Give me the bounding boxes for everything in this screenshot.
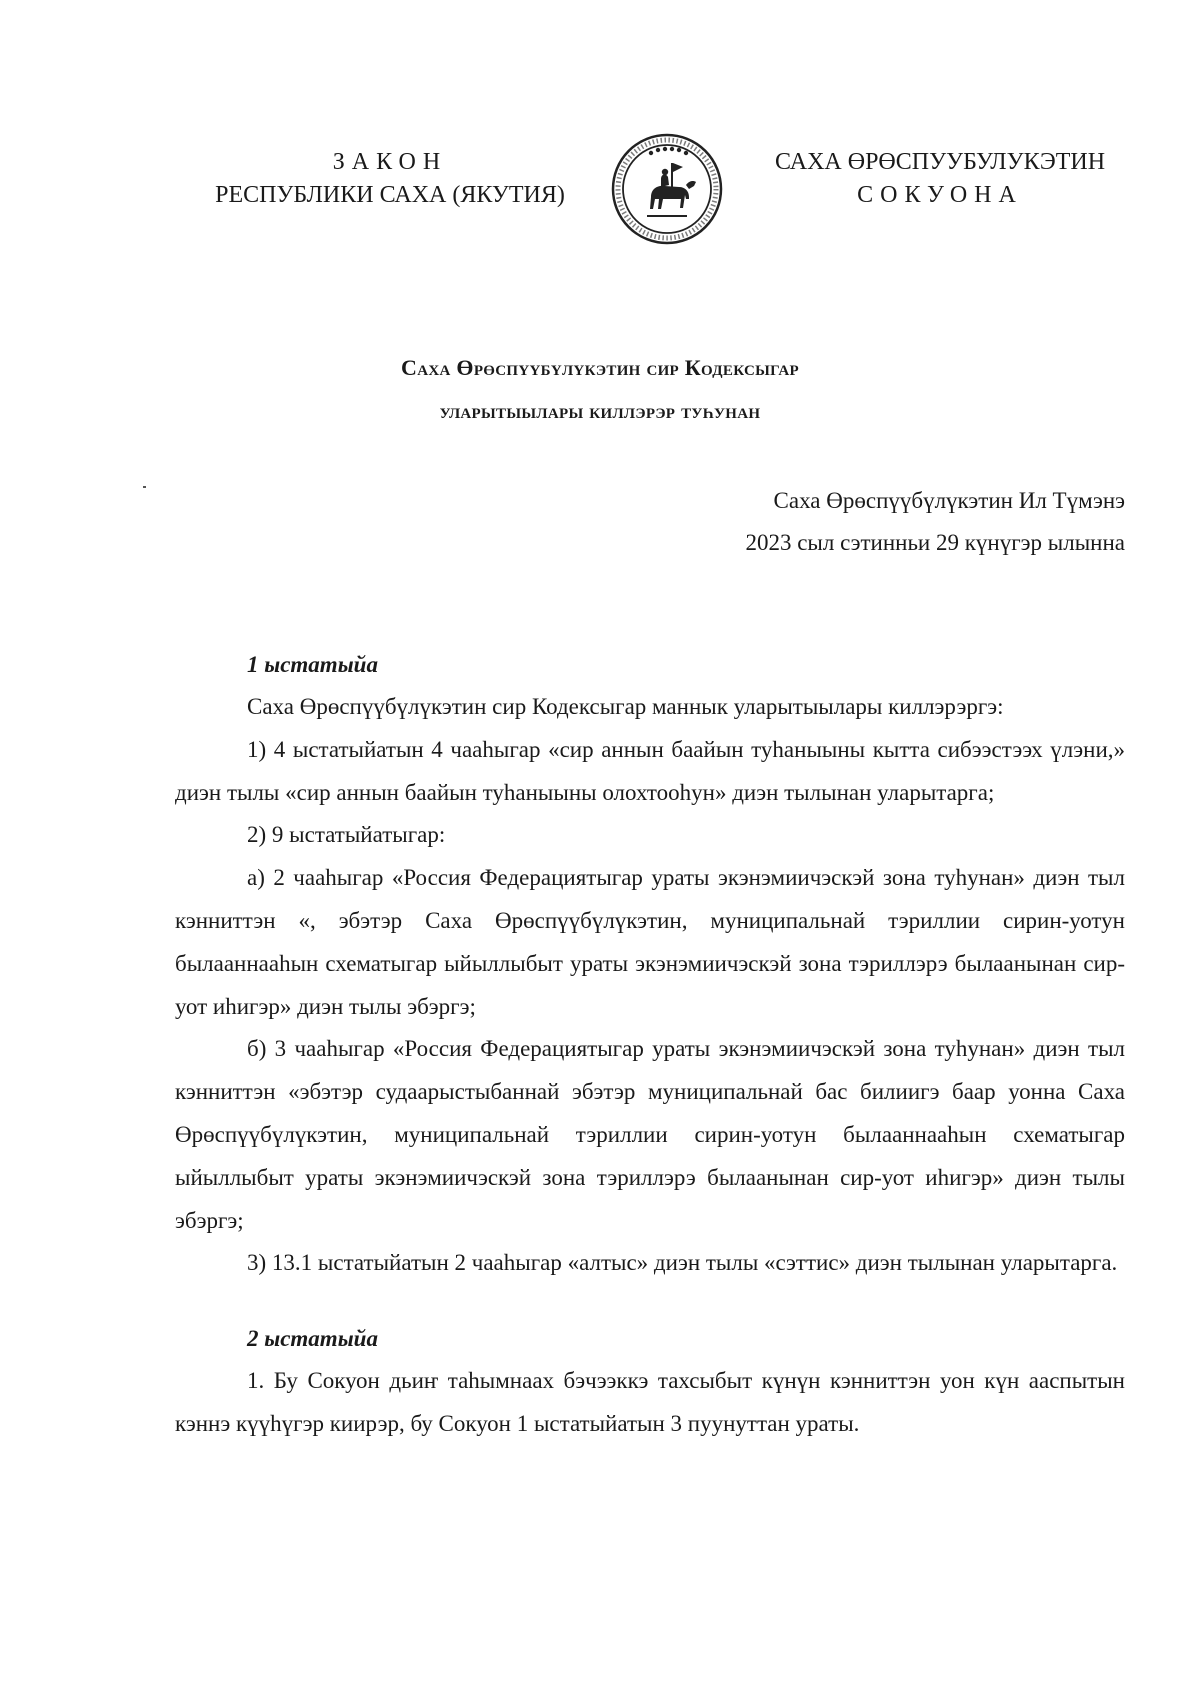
header-ru-line2: РЕСПУБЛИКИ САХА (ЯКУТИЯ)	[215, 182, 565, 208]
article-1	[175, 644, 1125, 1285]
header-sah-line2: СОКУОНА	[857, 182, 1023, 208]
header-sah	[755, 146, 1125, 212]
coat-of-arms-emblem-icon	[611, 133, 723, 245]
article-2	[175, 1318, 1125, 1446]
article-1-paragraph: Саха Өрөспүүбүлүкэтин сир Кодексыгар маннык уларытыылары киллэрэргэ:	[247, 694, 1004, 719]
header-ru-line1: ЗАКОН	[332, 149, 448, 175]
article-1-heading: 1 ыстатыйа	[247, 652, 378, 677]
header-ru	[190, 146, 590, 212]
article-1-paragraph: 3) 13.1 ыстатыйатын 2 чааһыгар «алтыс» диэн тылы «сэттис» диэн тылынан уларытарга.	[247, 1250, 1118, 1276]
header-sah-line1: САХА ӨРӨСПУУБУЛУКЭТИН	[774, 149, 1106, 175]
article-1-paragraph: 1) 4 ыстатыйатын 4 чааһыгар «сир аннын баайын туһаныыны кытта сибээстээх үлэни,» диэн тылы «сир аннын баайын туһаныыны олохтооһун» диэн тылынан уларытарга;	[175, 736, 1125, 805]
scan-speck	[143, 486, 146, 488]
article-1-paragraph: б) 3 чааһыгар «Россия Федерациятыгар ураты экэнэмиичэскэй зона туһунан» диэн тыл кэнниттэн «эбэтэр судаарыстыбаннай эбэтэр муниципальнай бас билиигэ баар уонна Саха Өрөспүүбүлүкэтин, муниципальнай тэриллии сирин-уотун былааннааһын схематыгар ыйыллыбыт ураты экэнэмиичэскэй зона тэриллэрэ былаанынан сир-уот иһигэр» диэн тылы эбэргэ;	[175, 1036, 1125, 1233]
article-1-paragraph: а) 2 чааһыгар «Россия Федерациятыгар ураты экэнэмиичэскэй зона туһунан» диэн тыл кэнниттэн «, эбэтэр Саха Өрөспүүбүлүкэтин, муниципальнай тэриллии сирин-уотун былааннааһын схематыгар ыйыллыбыт ураты экэнэмиичэскэй зона тэриллэрэ былаанынан сир-уот иһигэр» диэн тылы эбэргэ;	[175, 865, 1125, 1019]
adoption-block	[745, 480, 1125, 564]
law-title-line2: уларытыылары киллэрэр туһунан	[439, 398, 761, 423]
article-2-paragraph: 1. Бу Сокуон дьиҥ таһымнаах бэчээккэ тахсыбыт күнүн кэнниттэн уон күн ааспытын кэннэ күүһүгэр киирэр, бу Сокуон 1 ыстатыйатын 3 пуунуттан ураты.	[175, 1368, 1125, 1436]
adoption-date: 2023 сыл сэтинньи 29 күнүгэр ылынна	[745, 530, 1125, 555]
article-1-paragraph: 2) 9 ыстатыйатыгар:	[247, 822, 446, 848]
article-2-heading: 2 ыстатыйа	[247, 1326, 378, 1351]
adoption-body: Саха Өрөспүүбүлүкэтин Ил Түмэнэ	[773, 488, 1125, 513]
law-title-line1: Саха Өрөспүүбүлүкэтин сир Кодексыгар	[401, 355, 799, 380]
